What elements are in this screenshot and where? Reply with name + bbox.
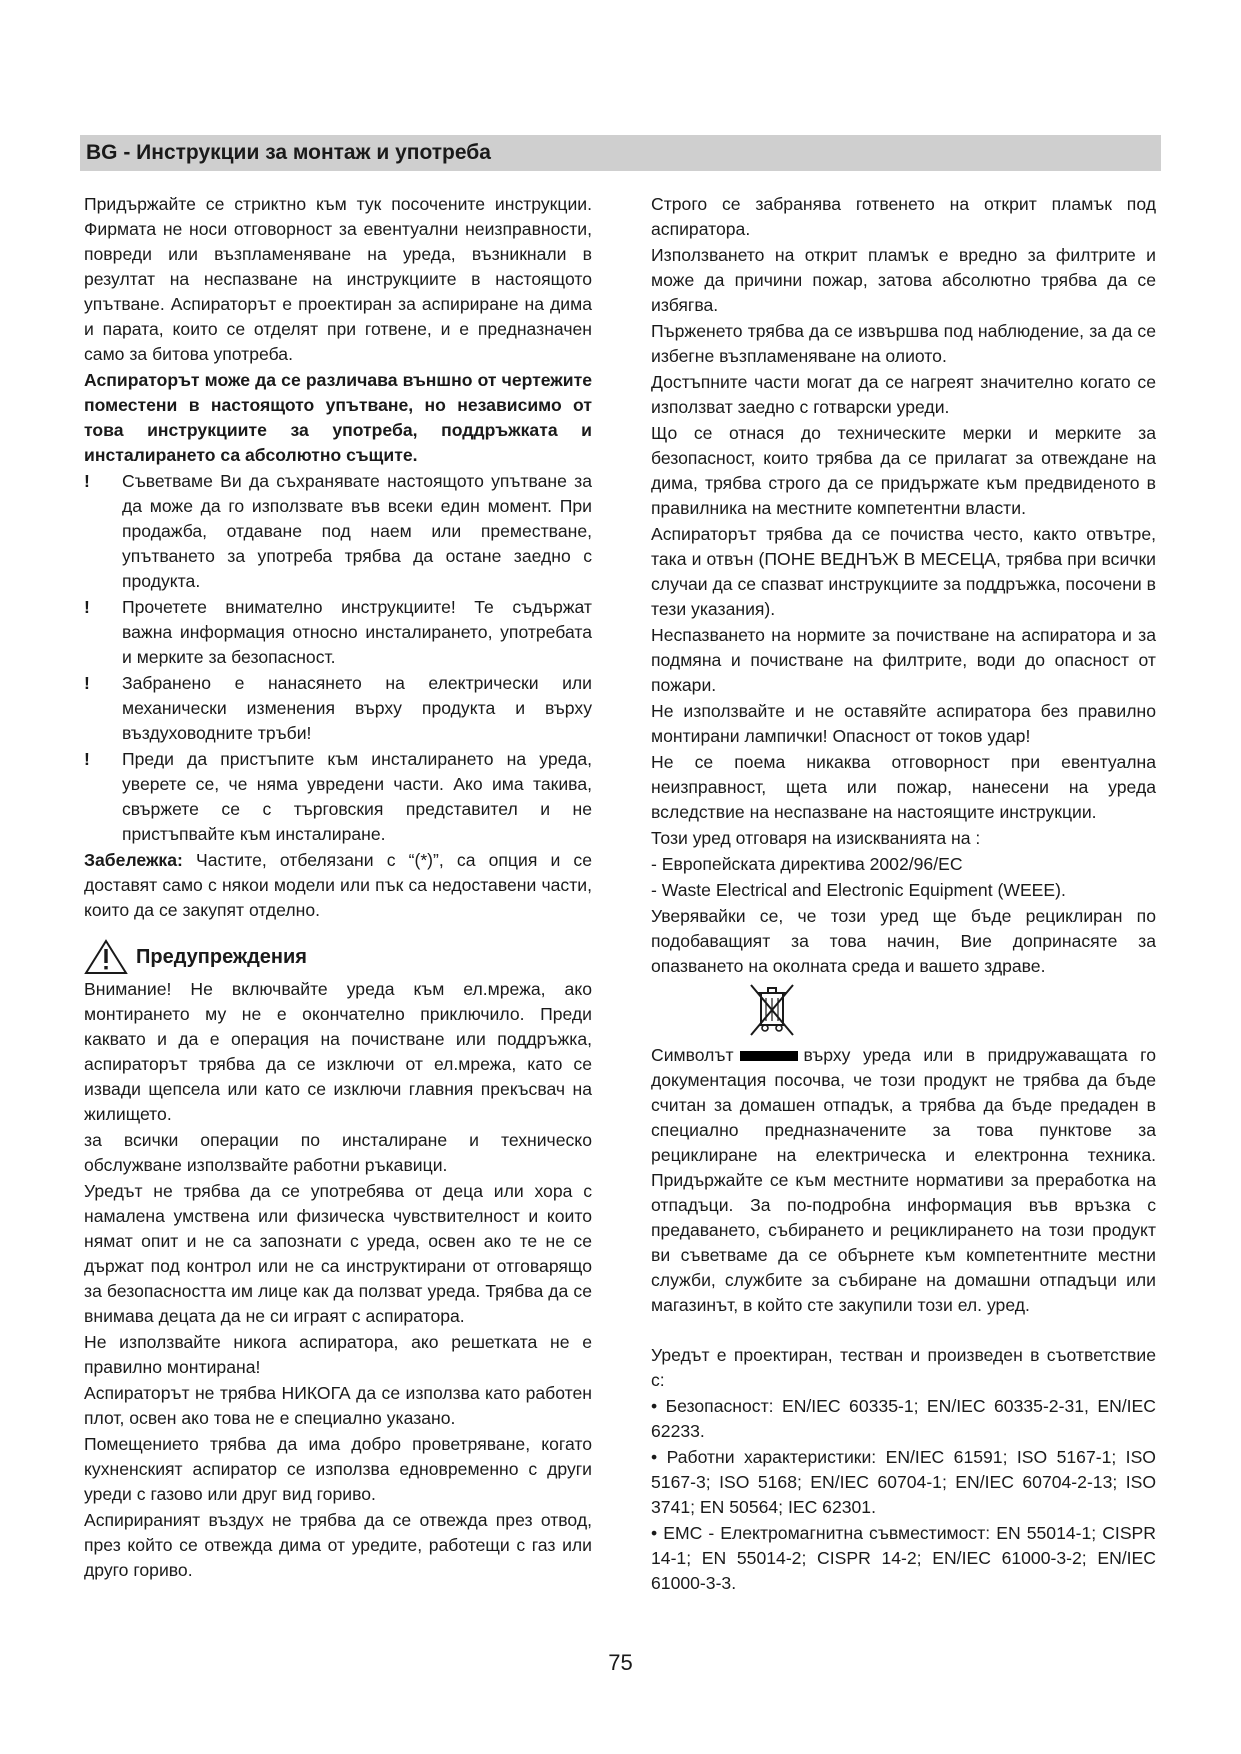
left-column [84,192,592,1584]
symbol-label: Символът [651,1045,734,1065]
warning-paragraph: Аспирираният въздух не трябва да се отвежда през отвод, през който се отвежда дима от уредите, работещи с газ или друго гориво. [84,1510,592,1580]
warnings-title: Предупреждения [136,945,307,968]
exclamation-icon: ! [84,749,90,769]
section-header [80,135,1161,171]
intro-paragraph: Придържайте се стриктно към тук посочените инструкции. Фирмата не носи отговорност за евентуални неизправности, повреди или възпламеняване на уреда, възникнали в резултат на неспазване на инструкциите в настоящото упътване. Аспираторът е проектиран за аспириране на дима и парата, които се отделят при готвене, и е предназначен само за битова употреба. [84,194,592,364]
directive-line: - Европейската директива 2002/96/ЕС [651,854,963,874]
list-item [84,747,592,847]
safety-paragraph: Не използвайте и не оставяйте аспиратора без правилно монтирани лампички! Опасност от токов удар! [651,701,1156,746]
directive-intro: Този уред отговаря на изискванията на : [651,828,981,848]
safety-paragraph: Строго се забранява готвенето на открит пламък под аспиратора. [651,194,1156,239]
safety-paragraph: Използването на открит пламък е вредно за филтрите и може да причини пожар, затова абсолютно трябва да се избягва. [651,245,1156,315]
right-column [651,192,1156,1597]
warnings-heading [84,939,592,975]
bold-notice: Аспираторът може да се различава външно от чертежите поместени в настоящото упътване, но независимо от това инструкциите за употреба, поддръжката и инсталирането са абсолютно същите. [84,370,592,465]
warning-paragraph: Не използвайте никога аспиратора, ако решетката не е правилно монтирана! [84,1332,592,1377]
list-item [84,469,592,594]
standard-item: • EMC - Електромагнитна съвместимост: EN 55014-1; CISPR 14-1; EN 55014-2; CISPR 14-2; EN/IEC 61000-3-2; EN/IEC 61000-3-3. [651,1523,1156,1593]
directive-line: - Waste Electrical and Electronic Equipment (WEEE). [651,880,1066,900]
conformity-intro: Уредът е проектиран, тестван и произведен в съответствие с: [651,1345,1156,1390]
black-bar-icon [740,1051,798,1061]
safety-paragraph: Достъпните части могат да се нагреят значително когато се използват заедно с готварски уреди. [651,372,1156,417]
warning-paragraph: за всички операции по инсталиране и техническо обслужване използвайте работни ръкавици. [84,1130,592,1175]
exclamation-icon: ! [84,673,90,693]
safety-paragraph: Не се поема никаква отговорност при евентуална неизправност, щета или пожар, нанесени на уреда вследствие на неспазване на настоящите инструкции. [651,752,1156,822]
warning-paragraph: Помещението трябва да има добро проветряване, когато кухненският аспиратор се използва едновременно с други уреди с газово или друг вид гориво. [84,1434,592,1504]
list-item [84,595,592,670]
list-item-text: Съветваме Ви да съхранявате настоящото упътване за да може да го използвате във всеки един момент. При продажба, отдаване под наем или преместване, упътването за употреба трябва да остане заедно с продукта. [122,471,592,591]
warning-paragraph: Уредът не трябва да се употребява от деца или хора с намалена умствена или физическа чувствителност и които нямат опит и не са запознати с уреда, освен ако те не се държат под контрол или не са инструктирани от отговарящо за безопасността им лице как да ползват уреда. Трябва да се внимава децата да не си играят с аспиратора. [84,1181,592,1326]
note-label: Забележка: [84,850,183,870]
list-item-text: Забранено е нанасянето на електрически или механически изменения върху продукта и върху въздуховодните тръби! [122,673,592,743]
safety-paragraph: Неспазването на нормите за почистване на аспиратора и за подмяна и почистване на филтрите, води до опасност от пожари. [651,625,1156,695]
page-title: BG - Инструкции за монтаж и употреба [86,141,491,164]
standard-item: • Безопасност: EN/IEC 60335-1; EN/IEC 60335-2-31, EN/IEC 62233. [651,1396,1156,1441]
note-paragraph [84,848,592,923]
exclamation-icon: ! [84,471,90,491]
standard-item: • Работни характеристики: EN/IEC 61591; ISO 5167-1; ISO 5167-3; ISO 5168; EN/IEC 60704-1; EN/IEC 60704-2-13; ISO 3741; EN 50564; IEC 62301. [651,1447,1156,1517]
list-item-text: Прочетете внимателно инструкциите! Те съдържат важна информация относно инсталирането, употребата и мерките за безопасност. [122,597,592,667]
safety-paragraph: Що се отнася до техническите мерки и мерките за безопасност, които трябва да се прилагат за отвеждане на дима, трябва строго да се придържате към предвиденото в правилника на местните компетентни власти. [651,423,1156,518]
weee-symbol-row [651,981,1156,1043]
warning-paragraph: Аспираторът не трябва НИКОГА да се използва като работен плот, освен ако това не е специално указано. [84,1383,592,1428]
page-number: 75 [608,1650,633,1675]
exclamation-icon: ! [84,597,90,617]
warning-triangle-icon [84,939,128,975]
recycling-paragraph: Уверявайки се, че този уред ще бъде рециклиран по подобаващият за това начин, Вие допринасяте за опазването на околната среда и вашето здраве. [651,906,1156,976]
symbol-paragraph [651,1043,1156,1318]
symbol-text: върху уреда или в придружаващата го документация посочва, че този продукт не трябва да бъде считан за домашен отпадък, а трябва да бъде предаден в специално предназначените за това пунктове за рециклиране на електрическа и електронна техника. Придържайте се към местните нормативи за преработка на отпадъци. За по-подробна информация във връзка с предаването, събирането и рециклирането на този продукт ви съветваме да се обърнете към компетентните местни служби, службите за събиране на домашни отпадъци или магазинът, в който сте закупили този ел. уред. [651,1045,1156,1315]
safety-paragraph: Пърженето трябва да се извършва под наблюдение, за да се избегне възпламеняване на олиото. [651,321,1156,366]
crossed-bin-icon [747,981,797,1039]
list-item-text: Преди да пристъпите към инсталирането на уреда, уверете се, че няма увредени части. Ако има такива, свържете се с търговския представител и не пристъпвайте към инсталиране. [122,749,592,844]
list-item [84,671,592,746]
safety-paragraph: Аспираторът трябва да се почиства често, както отвътре, така и отвън (ПОНЕ ВЕДНЪЖ В МЕСЕЦА, трябва при всички случаи да се спазват инструкциите за поддръжка, посочени в тези указания). [651,524,1156,619]
warning-paragraph: Внимание! Не включвайте уреда към ел.мрежа, ако монтирането му не е окончателно приключило. Преди каквато и да е операция на почистване или поддръжка, аспираторът трябва да се изключи от ел.мрежа, като се извади щепсела или като се изключи главния прекъсвач на жилището. [84,979,592,1124]
note-text: Частите, отбелязани с “(*)”, са опция и се доставят само с някои модели или пък са недоставени части, които да се закупят отделно. [84,850,592,920]
